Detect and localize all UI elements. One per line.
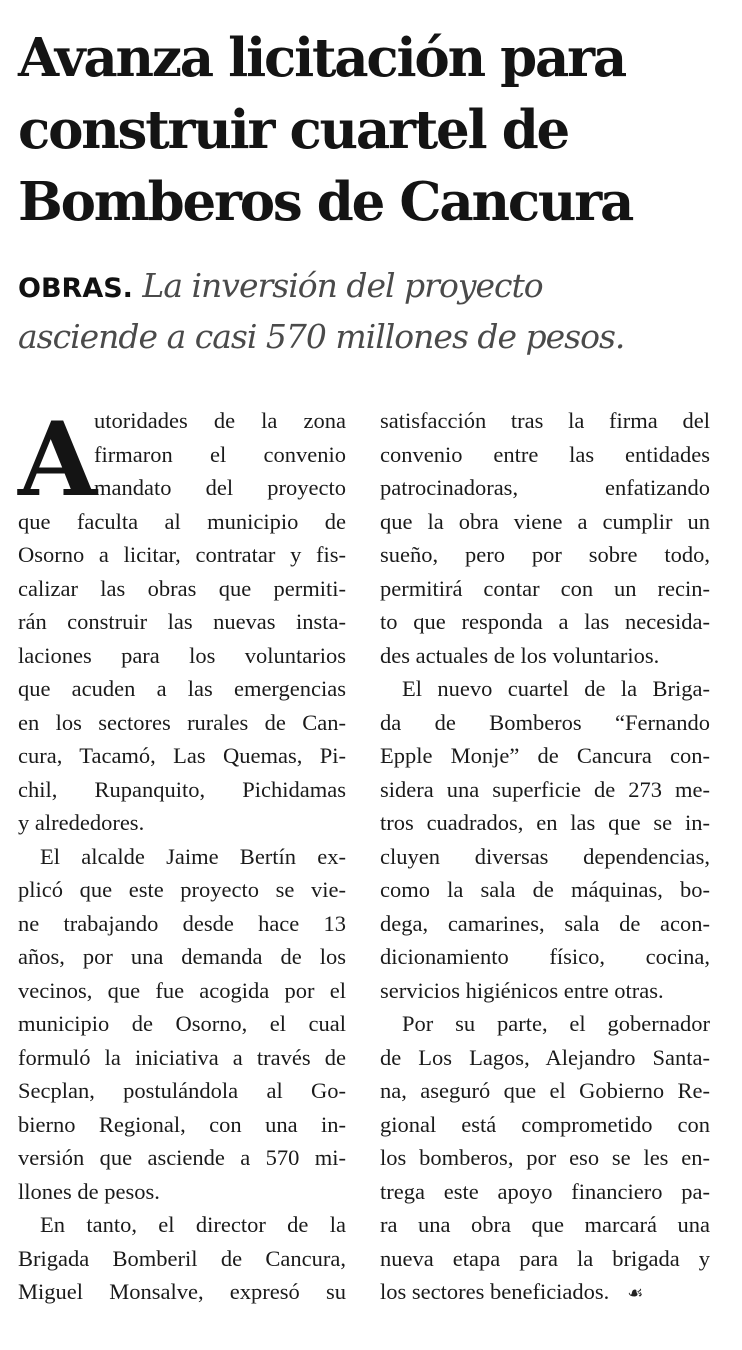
body-column-left (18, 400, 346, 1309)
body-line: como la sala de máquinas, bo- (380, 877, 710, 902)
body-line: tros cuadrados, en las que se in- (380, 810, 710, 835)
body-line: Secplan, postulándola al Go- (18, 1078, 346, 1103)
body-line: de Los Lagos, Alejandro Santa- (380, 1044, 710, 1070)
body-line: laciones para los voluntarios (18, 642, 346, 668)
body-line: firmaron el convenio (94, 441, 346, 467)
body-line: na, aseguró que el Gobierno Re- (380, 1078, 710, 1103)
body-line: versión que asciende a 570 mi- (18, 1145, 346, 1170)
body-line: nueva etapa para la brigada y (380, 1245, 710, 1271)
deck-line-2: asciende a casi 570 millones de pesos. (18, 317, 625, 356)
body-line: que acuden a las emergencias (18, 676, 346, 701)
body-line: bierno Regional, con una in- (18, 1111, 346, 1137)
body-line: que la obra viene a cumplir un (380, 508, 710, 534)
body-column-right (380, 404, 710, 1309)
body-line: Miguel Monsalve, expresó su (18, 1279, 346, 1304)
body-line: des actuales de los voluntarios. (380, 642, 660, 668)
body-line: Por su parte, el gobernador (402, 1011, 710, 1036)
body-line-text: los sectores beneficiados. (380, 1279, 610, 1304)
body-line: vecinos, que fue acogida por el (18, 977, 346, 1003)
body-line: los bomberos, por eso se les en- (380, 1145, 710, 1170)
body-line: da de Bomberos “Fernando (380, 709, 710, 735)
body-line: rán construir las nuevas insta- (18, 609, 346, 634)
headline-line: construir cuartel de (18, 99, 569, 161)
drop-cap: A (18, 400, 98, 520)
body-line: ra una obra que marcará una (380, 1212, 710, 1237)
deck (18, 262, 718, 361)
body-line: servicios higiénicos entre otras. (380, 977, 664, 1003)
drop-cap-block (18, 400, 346, 520)
body-line: en los sectores rurales de Can- (18, 709, 346, 735)
section-kicker: OBRAS. (18, 273, 133, 304)
headline-line: Bomberos de Cancura (18, 171, 633, 233)
deck-line-1 (18, 262, 718, 313)
body-line: utoridades de la zona (94, 408, 346, 433)
body-line: convenio entre las entidades (380, 441, 710, 467)
body-line: ne trabajando desde hace 13 (18, 910, 346, 936)
body-line: cluyen diversas dependencias, (380, 843, 710, 869)
body-line: trega este apoyo financiero pa- (380, 1178, 710, 1204)
body-line: sueño, pero por sobre todo, (380, 542, 710, 567)
body-line: mandato del proyecto (94, 475, 346, 500)
body-line: patrocinadoras, enfatizando (380, 475, 710, 500)
body-line: En tanto, el director de la (40, 1212, 346, 1237)
end-of-article-icon: ☙ (627, 1283, 644, 1304)
headline-line: Avanza licitación para (18, 27, 626, 89)
body-line: dega, camarines, sala de acon- (380, 910, 710, 936)
body-line: satisfacción tras la firma del (380, 408, 710, 433)
body-line: calizar las obras que permiti- (18, 575, 346, 601)
headline (18, 22, 718, 238)
body-line: plicó que este proyecto se vie- (18, 877, 346, 902)
body-line: municipio de Osorno, el cual (18, 1011, 346, 1036)
body-line: Brigada Bomberil de Cancura, (18, 1245, 346, 1271)
body-line: Epple Monje” de Cancura con- (380, 743, 710, 768)
body-line: El alcalde Jaime Bertín ex- (40, 843, 346, 869)
body-line: años, por una demanda de los (18, 944, 346, 969)
body-line: llones de pesos. (18, 1178, 160, 1204)
body-line: gional está comprometido con (380, 1111, 710, 1137)
body-line-last (380, 1275, 710, 1309)
deck-text: La inversión del proyecto (142, 266, 543, 305)
body-line: que faculta al municipio de (18, 508, 346, 534)
body-line: dicionamiento físico, cocina, (380, 944, 710, 969)
body-line: El nuevo cuartel de la Briga- (402, 676, 710, 701)
body-line: to que responda a las necesida- (380, 609, 710, 634)
body-line: permitirá contar con un recin- (380, 575, 710, 601)
body-line: chil, Rupanquito, Pichidamas (18, 776, 346, 802)
body-line: cura, Tacamó, Las Quemas, Pi- (18, 743, 346, 768)
body-line: y alrededores. (18, 810, 145, 835)
body-line: sidera una superficie de 273 me- (380, 776, 710, 802)
body-line: formuló la iniciativa a través de (18, 1044, 346, 1070)
body-line: Osorno a licitar, contratar y fis- (18, 542, 346, 567)
